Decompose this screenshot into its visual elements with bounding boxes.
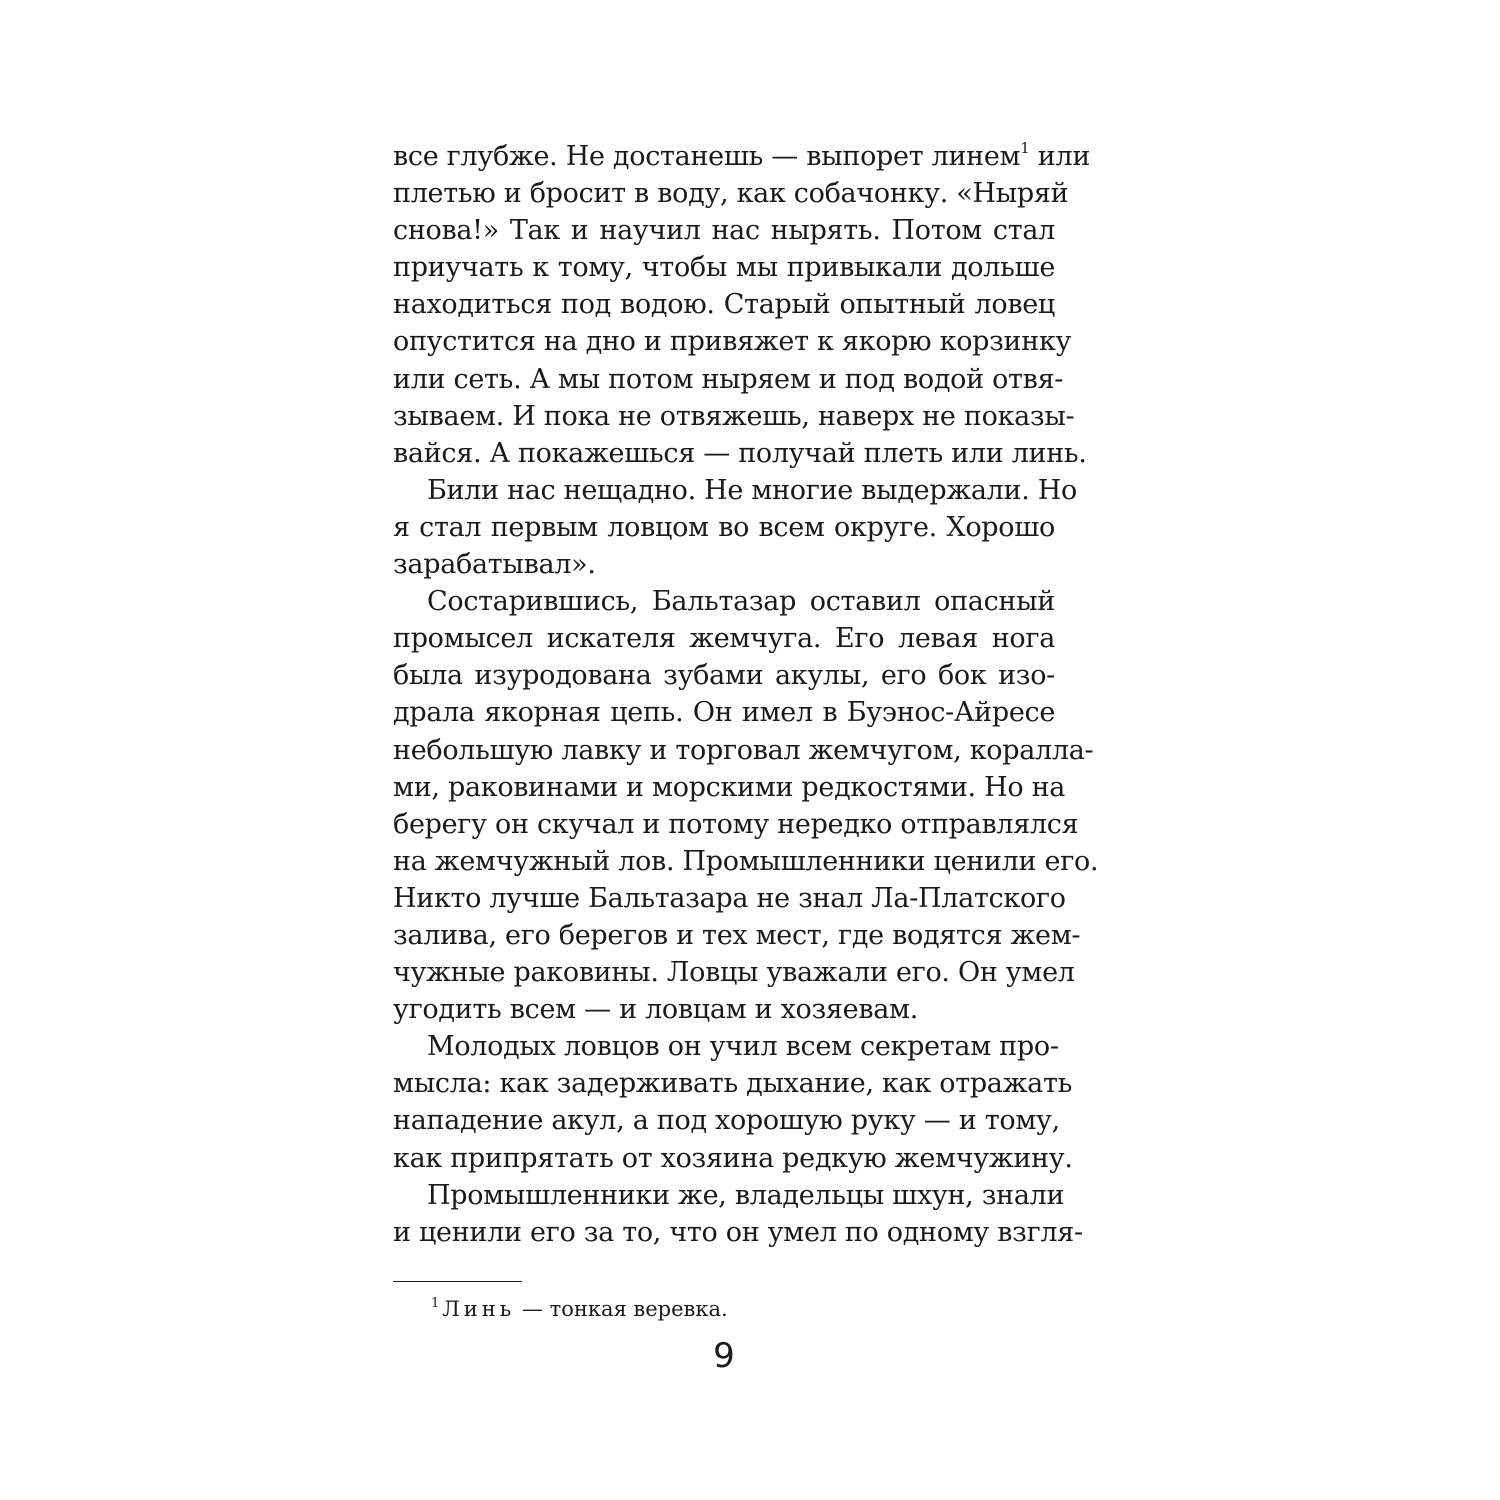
text-line: чужные раковины. Ловцы уважали его. Он умел [393, 957, 1075, 989]
text-line: опустится на дно и привяжет к якорю корзинку [393, 326, 1072, 358]
book-page-text [393, 138, 1099, 1251]
text-line: залива, его берегов и тех мест, где водятся жем- [393, 919, 1081, 951]
text-line: небольшую лавку и торговал жемчугом, коралла- [393, 734, 1094, 766]
text-line: зарабатывал». [393, 549, 596, 581]
text-line: как припрятать от хозяина редкую жемчужину. [393, 1142, 1073, 1174]
text-line: или сеть. А мы потом ныряем и под водой отвя- [393, 363, 1064, 395]
page-number: 9 [713, 1336, 735, 1376]
paragraph-start-line: Состарившись, Бальтазар оставил опасный [427, 586, 1055, 618]
footnote-term: Линь [442, 1297, 516, 1321]
paragraph-start-line: Били нас нещадно. Не многие выдержали. Но [427, 474, 1077, 506]
text-line: нападение акул, а под хорошую руку — и тому, [393, 1105, 1060, 1137]
footnote-divider [393, 1281, 522, 1282]
text-line: угодить всем — и ловцам и хозяевам. [393, 994, 919, 1026]
text-line: зываем. И пока не отвяжешь, наверх не показы- [393, 400, 1075, 432]
text-line: снова!» Так и научил нас нырять. Потом стал [393, 215, 1055, 247]
text-line: на жемчужный лов. Промышленники ценили его. [393, 845, 1099, 877]
text-line: я стал первым ловцом во всем округе. Хорошо [393, 511, 1055, 543]
text-line: и ценили его за то, что он умел по одному взгля- [393, 1216, 1083, 1248]
text-line: промысел искателя жемчуга. Его левая нога [393, 623, 1055, 655]
footnote-ref[interactable]: 1 [1020, 139, 1030, 157]
text-line: ми, раковинами и морскими редкостями. Но на [393, 771, 1066, 803]
text-line: все глубже. Не достанешь — выпорет линем$^1$ или [393, 139, 1091, 172]
text-line: вайся. А покажешься — получай плеть или линь. [393, 437, 1087, 469]
text-line: берегу он скучал и потому нередко отправлялся [393, 808, 1079, 840]
text-line: находиться под водою. Старый опытный ловец [393, 289, 1055, 321]
text-line: мысла: как задерживать дыхание, как отражать [393, 1068, 1072, 1100]
paragraph-start-line: Промышленники же, владельцы шхун, знали [427, 1179, 1065, 1211]
text-line: Никто лучше Бальтазара не знал Ла-Платского [393, 882, 1066, 914]
paragraph-start-line: Молодых ловцов он учил всем секретам про- [427, 1031, 1059, 1063]
text-line: плетью и бросит в воду, как собачонку. «Ныряй [393, 178, 1069, 210]
text-line: драла якорная цепь. Он имел в Буэнос-Айресе [393, 697, 1055, 729]
text-line: была изуродована зубами акулы, его бок изо- [393, 660, 1055, 692]
footnote-definition: — тонкая веревка. [515, 1297, 728, 1321]
footnote-marker: 1 [431, 1296, 440, 1311]
footnote [431, 1294, 728, 1324]
text-line: приучать к тому, чтобы мы привыкали дольше [393, 252, 1055, 284]
